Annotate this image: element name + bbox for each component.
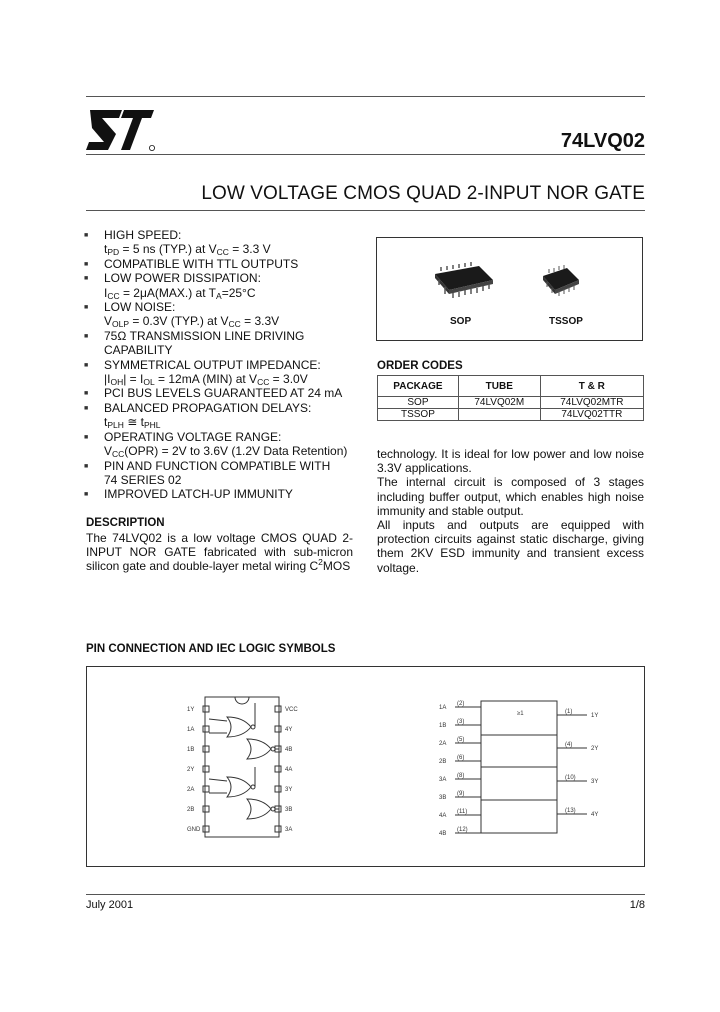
part-number: 74LVQ02 bbox=[560, 130, 645, 152]
dip-pins bbox=[187, 706, 298, 833]
feature-detail-part: OL bbox=[143, 377, 155, 388]
description-paragraph: All inputs and outputs are equipped with protection circuits against static discharge, giving them 2KV ESD immunity and transient excess voltage. bbox=[377, 518, 644, 575]
feature-text: SYMMETRICAL OUTPUT IMPEDANCE: bbox=[104, 357, 321, 372]
order-table-header-row bbox=[378, 376, 644, 397]
dip-pin-left bbox=[203, 706, 209, 712]
footer-page-number: 1/8 bbox=[629, 899, 645, 911]
feature-detail-part: = 3.0V bbox=[269, 372, 308, 387]
dip-pin-left bbox=[203, 806, 209, 812]
feature-detail-part: = 3.3 V bbox=[228, 242, 271, 257]
feature-detail-part: CC bbox=[112, 449, 125, 460]
dip-pin-right bbox=[275, 826, 281, 832]
footer-date: July 2001 bbox=[86, 899, 134, 911]
dip-pin-label: 2A bbox=[187, 787, 195, 793]
dip-pin-right bbox=[275, 786, 281, 792]
bullet-icon: ■ bbox=[84, 275, 89, 283]
description-body-end: MOS bbox=[322, 559, 351, 574]
feature-detail bbox=[104, 444, 364, 458]
logic-input-pin: (2) bbox=[457, 701, 465, 707]
feature-item bbox=[84, 386, 364, 400]
top-rule bbox=[86, 96, 645, 97]
feature-detail-part: CC bbox=[216, 247, 229, 258]
feature-detail-part: OLP bbox=[112, 319, 130, 330]
feature-detail-part: PLH bbox=[107, 420, 124, 431]
description-superscript: 2 bbox=[318, 557, 323, 568]
feature-detail-part: ≅ t bbox=[123, 415, 144, 430]
description-paragraph: technology. It is ideal for low power and low noise 3.3V applications. bbox=[377, 447, 644, 476]
logic-input-pin: (12) bbox=[457, 827, 468, 833]
sop-package-image bbox=[427, 260, 502, 305]
logic-output-pin: (10) bbox=[565, 775, 576, 781]
feature-detail-part: = 2μA(MAX.) at T bbox=[119, 285, 217, 300]
description-text bbox=[86, 531, 353, 574]
dip-pin-label: 3B bbox=[285, 807, 293, 813]
dip-pin-left bbox=[203, 746, 209, 752]
logic-output-label: 2Y bbox=[591, 746, 599, 752]
dip-pin-label: 4B bbox=[285, 747, 293, 753]
feature-detail-part: t bbox=[104, 415, 108, 430]
order-cell: 74LVQ02M bbox=[458, 397, 540, 409]
feature-detail bbox=[104, 242, 364, 256]
feature-item bbox=[84, 300, 364, 329]
feature-detail-part: V bbox=[104, 314, 113, 329]
logic-input-label: 2B bbox=[439, 759, 447, 765]
dip-pin-left bbox=[203, 766, 209, 772]
order-codes-table bbox=[377, 375, 644, 421]
feature-detail-part: PHL bbox=[143, 420, 161, 431]
bullet-icon: ■ bbox=[84, 332, 89, 340]
feature-detail: 74 SERIES 02 bbox=[104, 472, 182, 487]
feature-detail-part: PD bbox=[107, 247, 120, 258]
dip-pin-right bbox=[275, 726, 281, 732]
feature-detail bbox=[104, 372, 364, 386]
logic-output-pin: (13) bbox=[565, 808, 576, 814]
feature-text: IMPROVED LATCH-UP IMMUNITY bbox=[104, 487, 293, 502]
order-cell: 74LVQ02TTR bbox=[540, 409, 643, 421]
pin-connection-heading: PIN CONNECTION AND IEC LOGIC SYMBOLS bbox=[86, 643, 336, 655]
feature-item bbox=[84, 358, 364, 387]
footer-rule bbox=[86, 894, 645, 895]
feature-detail-part: = 0.3V (TYP.) at V bbox=[129, 314, 229, 329]
feature-detail-part: OH bbox=[110, 377, 124, 388]
feature-item bbox=[84, 430, 364, 459]
feature-text: COMPATIBLE WITH TTL OUTPUTS bbox=[104, 256, 299, 271]
logic-input-pin: (5) bbox=[457, 737, 465, 743]
feature-detail-part: =25°C bbox=[221, 285, 256, 300]
feature-detail-part: (OPR) = 2V to 3.6V (1.2V Data Retention) bbox=[124, 444, 348, 459]
feature-detail bbox=[104, 286, 364, 300]
description-heading: DESCRIPTION bbox=[86, 517, 165, 529]
logic-output-label: 4Y bbox=[591, 812, 599, 818]
dip-pin-label: 4Y bbox=[285, 727, 293, 733]
logic-input-label: 3A bbox=[439, 777, 447, 783]
logic-input-label: 2A bbox=[439, 741, 447, 747]
dip-pin-label: 1Y bbox=[187, 707, 195, 713]
order-cell: SOP bbox=[378, 397, 459, 409]
logic-block-label: ≥1 bbox=[517, 711, 524, 717]
dip-pin-label: 2Y bbox=[187, 767, 195, 773]
feature-detail-part: t bbox=[104, 242, 108, 257]
feature-item bbox=[84, 487, 364, 501]
dip-pin-label: GND bbox=[187, 827, 201, 833]
order-cell bbox=[458, 409, 540, 421]
order-header-package: PACKAGE bbox=[378, 376, 459, 397]
order-cell: 74LVQ02MTR bbox=[540, 397, 643, 409]
logic-output-pin: (1) bbox=[565, 709, 573, 715]
logic-input-pin: (9) bbox=[457, 791, 465, 797]
table-row bbox=[378, 409, 644, 421]
feature-item bbox=[84, 271, 364, 300]
feature-item bbox=[84, 228, 364, 257]
dip-pin-label: 2B bbox=[187, 807, 195, 813]
feature-detail-part: = 12mA (MIN) at V bbox=[154, 372, 258, 387]
bullet-icon: ■ bbox=[84, 361, 89, 369]
feature-text: 75Ω TRANSMISSION LINE DRIVING bbox=[104, 328, 305, 343]
dip-pin-label: 1B bbox=[187, 747, 195, 753]
feature-detail-part: CC bbox=[107, 290, 120, 301]
pin-connection-box bbox=[86, 666, 645, 867]
package-images-box bbox=[376, 237, 643, 341]
feature-detail: CAPABILITY bbox=[104, 343, 173, 358]
dip-pin-label: 3A bbox=[285, 827, 293, 833]
feature-text: OPERATING VOLTAGE RANGE: bbox=[104, 429, 282, 444]
feature-detail-part: CC bbox=[257, 377, 270, 388]
feature-detail-part: CC bbox=[228, 319, 241, 330]
description-continued bbox=[377, 447, 644, 575]
feature-text: PIN AND FUNCTION COMPATIBLE WITH bbox=[104, 458, 331, 473]
bullet-icon: ■ bbox=[84, 462, 89, 470]
logic-input-label: 4A bbox=[439, 813, 447, 819]
feature-detail-part: | = I bbox=[123, 372, 144, 387]
bullet-icon: ■ bbox=[84, 260, 89, 268]
order-header-tr: T & R bbox=[540, 376, 643, 397]
pin-connection-diagram bbox=[87, 667, 644, 866]
logic-input-pin: (8) bbox=[457, 773, 465, 779]
feature-item bbox=[84, 329, 364, 358]
logic-input-label: 1A bbox=[439, 705, 447, 711]
logic-output-label: 3Y bbox=[591, 779, 599, 785]
dip-pin-label: VCC bbox=[285, 707, 298, 713]
feature-detail-part: V bbox=[104, 444, 113, 459]
dip-pin-left bbox=[203, 786, 209, 792]
logic-input-pin: (11) bbox=[457, 809, 468, 815]
order-codes-title: ORDER CODES bbox=[377, 360, 463, 372]
feature-text: BALANCED PROPAGATION DELAYS: bbox=[104, 400, 312, 415]
logic-output-pin: (4) bbox=[565, 742, 573, 748]
feature-detail bbox=[104, 415, 364, 429]
sop-label: SOP bbox=[450, 316, 472, 327]
description-body: The 74LVQ02 is a low voltage CMOS QUAD 2-INPUT NOR GATE fabricated with sub-micron silicon gate and double-layer metal wiring C bbox=[86, 531, 353, 574]
st-logo bbox=[86, 106, 156, 152]
feature-item bbox=[84, 459, 364, 488]
feature-detail-part: = 3.3V bbox=[240, 314, 280, 329]
dip-pin-right bbox=[275, 766, 281, 772]
feature-item bbox=[84, 257, 364, 271]
tssop-package-image bbox=[537, 262, 587, 302]
bullet-icon: ■ bbox=[84, 404, 89, 412]
feature-text: PCI BUS LEVELS GUARANTEED AT 24 mA bbox=[104, 386, 343, 401]
feature-text: LOW NOISE: bbox=[104, 300, 176, 315]
bullet-icon: ■ bbox=[84, 232, 89, 239]
feature-text: HIGH SPEED: bbox=[104, 228, 182, 242]
feature-item bbox=[84, 401, 364, 430]
bullet-icon: ■ bbox=[84, 304, 89, 312]
order-header-tube: TUBE bbox=[458, 376, 540, 397]
feature-detail-part: = 5 ns (TYP.) at V bbox=[119, 242, 217, 257]
bullet-icon: ■ bbox=[84, 491, 89, 499]
feature-detail-part: |I bbox=[104, 372, 111, 387]
bullet-icon: ■ bbox=[84, 433, 89, 441]
document-title: LOW VOLTAGE CMOS QUAD 2-INPUT NOR GATE bbox=[201, 183, 645, 204]
feature-text: LOW POWER DISSIPATION: bbox=[104, 271, 261, 286]
dip-pin-left bbox=[203, 726, 209, 732]
logic-input-label: 3B bbox=[439, 795, 447, 801]
dip-pin-left bbox=[203, 826, 209, 832]
features-list bbox=[84, 228, 364, 502]
feature-detail-part: I bbox=[104, 285, 108, 300]
title-rule-top bbox=[86, 154, 645, 155]
logic-input-label: 1B bbox=[439, 723, 447, 729]
description-paragraph: The internal circuit is composed of 3 stages including buffer output, which enables high noise immunity and stable output. bbox=[377, 475, 644, 518]
logic-input-label: 4B bbox=[439, 831, 447, 837]
logic-input-pin: (3) bbox=[457, 719, 465, 725]
bullet-icon: ■ bbox=[84, 390, 89, 398]
table-row bbox=[378, 397, 644, 409]
logic-output-label: 1Y bbox=[591, 713, 599, 719]
dip-pin-label: 3Y bbox=[285, 787, 293, 793]
dip-pin-right bbox=[275, 706, 281, 712]
feature-detail-part: A bbox=[216, 290, 222, 301]
order-cell: TSSOP bbox=[378, 409, 459, 421]
dip-pin-label: 4A bbox=[285, 767, 293, 773]
tssop-label: TSSOP bbox=[549, 316, 583, 327]
logic-input-pin: (6) bbox=[457, 755, 465, 761]
logic-symbol-lines bbox=[439, 701, 598, 837]
title-rule-bottom bbox=[86, 210, 645, 211]
feature-detail bbox=[104, 314, 364, 328]
dip-pin-label: 1A bbox=[187, 727, 195, 733]
